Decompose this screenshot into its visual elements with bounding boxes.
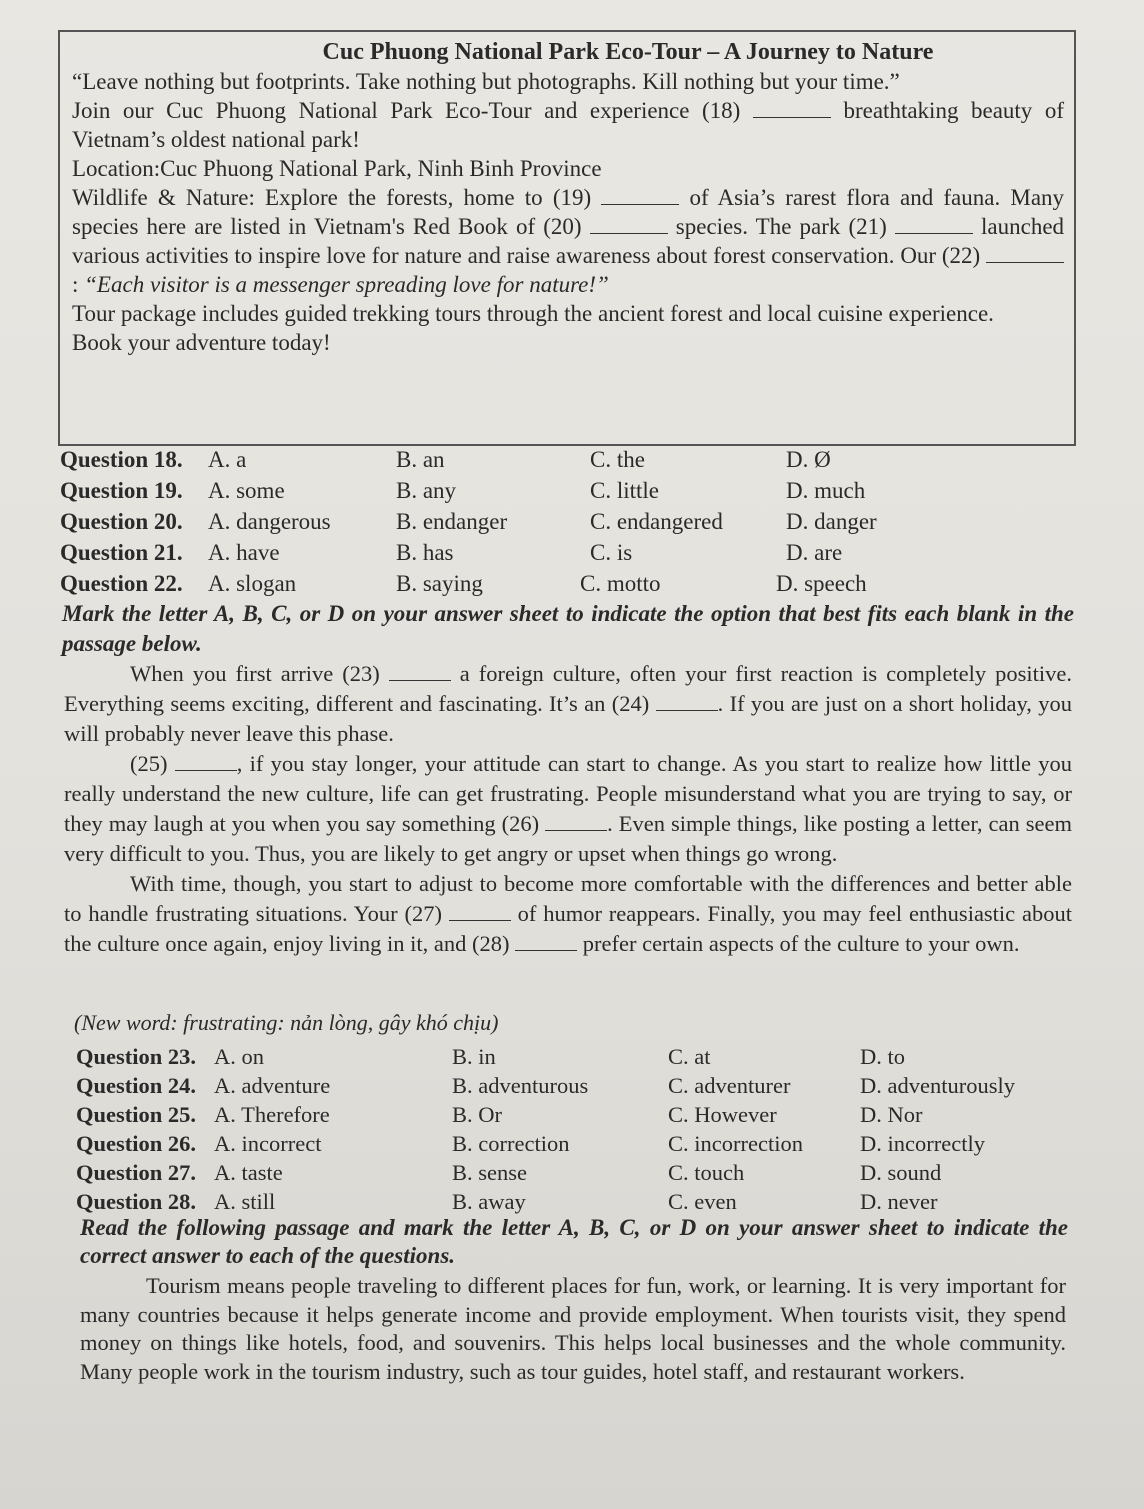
option-a: A. slogan bbox=[208, 571, 297, 596]
intro-text-a: Join our Cuc Phuong National Park Eco-Tour and experience (18) bbox=[72, 98, 741, 123]
option-d: D. adventurously bbox=[860, 1073, 1015, 1098]
option-d: D. to bbox=[860, 1044, 905, 1069]
option-c: C. touch bbox=[668, 1160, 745, 1185]
instruction-2: Read the following passage and mark the letter A, B, C, or D on your answer sheet to indicate the correct answer to each of the questions. bbox=[80, 1215, 1068, 1268]
option-d: D. never bbox=[860, 1189, 938, 1214]
p3-text-a: With time, though, you start to adjust to become more comfortable with the differences and better able to handle frustrating situations. Your (27) bbox=[64, 871, 1072, 926]
intro-text-b: breathtaking beauty of Vietnam’s oldest national park! bbox=[72, 98, 1065, 152]
passage-3: Tourism means people traveling to different places for fun, work, or learning. It is very important for many countries because it helps generate income and provide employment. When tourists visit, they spend money on things like hotels, food, and souvenirs. This helps local businesses and the whole community. Many people work in the tourism industry, such as tour guides, hotel staff, and restaurant workers. bbox=[80, 1273, 1066, 1384]
option-b: B. any bbox=[396, 478, 457, 503]
option-c: C. is bbox=[590, 540, 633, 565]
option-b: B. away bbox=[452, 1189, 526, 1214]
passage-2-paragraph-1 bbox=[64, 659, 1072, 749]
question-label: Question 26. bbox=[76, 1131, 197, 1156]
box-quote: “Leave nothing but footprints. Take nothing but photographs. Kill nothing but your time.” bbox=[72, 69, 900, 94]
passage-2-paragraph-2 bbox=[64, 749, 1072, 869]
blank-25 bbox=[175, 750, 237, 771]
box-wildlife bbox=[72, 183, 1064, 299]
instruction-1: Mark the letter A, B, C, or D on your answer sheet to indicate the option that best fits each blank in the passage below. bbox=[62, 601, 1074, 656]
option-c: C. incorrection bbox=[668, 1131, 803, 1156]
option-d: D. much bbox=[786, 478, 866, 503]
question-label: Question 27. bbox=[76, 1160, 197, 1185]
option-a: A. taste bbox=[214, 1160, 283, 1185]
box-intro bbox=[72, 96, 1064, 154]
option-b: B. in bbox=[452, 1044, 496, 1069]
passage-2-paragraph-3 bbox=[64, 869, 1072, 959]
question-label: Question 19. bbox=[60, 478, 183, 503]
option-c: C. little bbox=[590, 478, 659, 503]
blank-21 bbox=[895, 213, 973, 234]
wild-text-a: Wildlife & Nature: Explore the forests, home to (19) bbox=[72, 185, 592, 210]
blank-18 bbox=[753, 97, 831, 118]
option-b: B. sense bbox=[452, 1160, 527, 1185]
option-a: A. dangerous bbox=[208, 509, 331, 534]
option-b: B. Or bbox=[452, 1102, 502, 1127]
option-d: D. sound bbox=[860, 1160, 942, 1185]
p2-text-a: (25) bbox=[130, 751, 168, 776]
p2-text-b: , if you stay longer, your attitude can start to change. As you start to realize how little you really understand the new culture, life can get frustrating. People misunderstand what you are trying to say, or they may laugh at you when you say something (26) bbox=[64, 751, 1072, 836]
question-label: Question 22. bbox=[60, 571, 183, 596]
option-b: B. saying bbox=[396, 571, 483, 596]
option-d: D. incorrectly bbox=[860, 1131, 985, 1156]
wild-text-c: species. The park (21) bbox=[675, 214, 887, 239]
question-label: Question 23. bbox=[76, 1044, 197, 1069]
slogan-text: “Each visitor is a messenger spreading love for nature!” bbox=[84, 272, 609, 297]
option-d: D. Ø bbox=[786, 447, 831, 472]
option-a: A. have bbox=[208, 540, 280, 565]
blank-22 bbox=[986, 242, 1064, 263]
option-c: C. adventurer bbox=[668, 1073, 791, 1098]
box-book: Book your adventure today! bbox=[72, 330, 331, 355]
option-a: A. still bbox=[214, 1189, 276, 1214]
option-b: B. an bbox=[396, 447, 445, 472]
p1-text-a: When you first arrive (23) bbox=[130, 661, 380, 686]
option-c: C. the bbox=[590, 447, 645, 472]
p3-text-b: of humor reappears. Finally, you may feel enthusiastic about the culture once again, enjoy living in it, and (28) bbox=[64, 901, 1073, 956]
box-package: Tour package includes guided trekking tours through the ancient forest and local cuisine experience. bbox=[72, 301, 994, 326]
option-a: A. some bbox=[208, 478, 285, 503]
option-c: C. motto bbox=[580, 571, 661, 596]
option-b: B. correction bbox=[452, 1131, 570, 1156]
option-b: B. has bbox=[396, 540, 454, 565]
p1-text-b: a foreign culture, often your first reaction is completely positive. Everything seems exciting, different and fascinating. It’s an (24) bbox=[64, 661, 1073, 716]
question-label: Question 21. bbox=[60, 540, 183, 565]
blank-28 bbox=[515, 930, 577, 951]
option-b: B. endanger bbox=[396, 509, 508, 534]
box-title: Cuc Phuong National Park Eco-Tour – A Journey to Nature bbox=[322, 39, 934, 65]
new-word-note: (New word: frustrating: nản lòng, gây khó chịu) bbox=[74, 1010, 499, 1035]
box-location: Location:Cuc Phuong National Park, Ninh Binh Province bbox=[72, 156, 602, 181]
wild-text-d: launched various activities to inspire love for nature and raise awareness about forest conservation. Our (22) bbox=[72, 214, 1065, 268]
question-label: Question 28. bbox=[76, 1189, 197, 1214]
option-d: D. danger bbox=[786, 509, 877, 534]
p3-text-c: prefer certain aspects of the culture to your own. bbox=[582, 931, 1020, 956]
blank-19 bbox=[601, 184, 679, 205]
option-b: B. adventurous bbox=[452, 1073, 589, 1098]
option-d: D. Nor bbox=[860, 1102, 923, 1127]
passage-2 bbox=[64, 659, 1072, 959]
question-label: Question 18. bbox=[60, 447, 183, 472]
option-c: C. at bbox=[668, 1044, 711, 1069]
blank-27 bbox=[449, 900, 511, 921]
eco-tour-box bbox=[58, 30, 1076, 446]
question-label: Question 20. bbox=[60, 509, 183, 534]
question-label: Question 25. bbox=[76, 1102, 197, 1127]
blank-24 bbox=[656, 690, 718, 711]
option-c: C. endangered bbox=[590, 509, 723, 534]
option-a: A. incorrect bbox=[214, 1131, 322, 1156]
option-c: C. even bbox=[668, 1189, 737, 1214]
question-label: Question 24. bbox=[76, 1073, 197, 1098]
option-a: A. Therefore bbox=[214, 1102, 330, 1127]
blank-20 bbox=[590, 213, 668, 234]
option-c: C. However bbox=[668, 1102, 777, 1127]
option-d: D. speech bbox=[776, 571, 867, 596]
wild-text-b: of Asia’s rarest flora and fauna. Many species here are listed in Vietnam's Red Book of (20) bbox=[72, 185, 1065, 239]
p2-text-c: . Even simple things, like posting a letter, can seem very difficult to you. Thus, you are likely to get angry or upset when things go wrong. bbox=[64, 811, 1072, 866]
option-a: A. adventure bbox=[214, 1073, 331, 1098]
wild-text-e: : bbox=[72, 272, 79, 297]
option-d: D. are bbox=[786, 540, 843, 565]
option-a: A. a bbox=[208, 447, 247, 472]
p1-text-c: . If you are just on a short holiday, you will probably never leave this phase. bbox=[64, 691, 1072, 746]
blank-23 bbox=[389, 660, 451, 681]
option-a: A. on bbox=[214, 1044, 264, 1069]
blank-26 bbox=[545, 810, 607, 831]
